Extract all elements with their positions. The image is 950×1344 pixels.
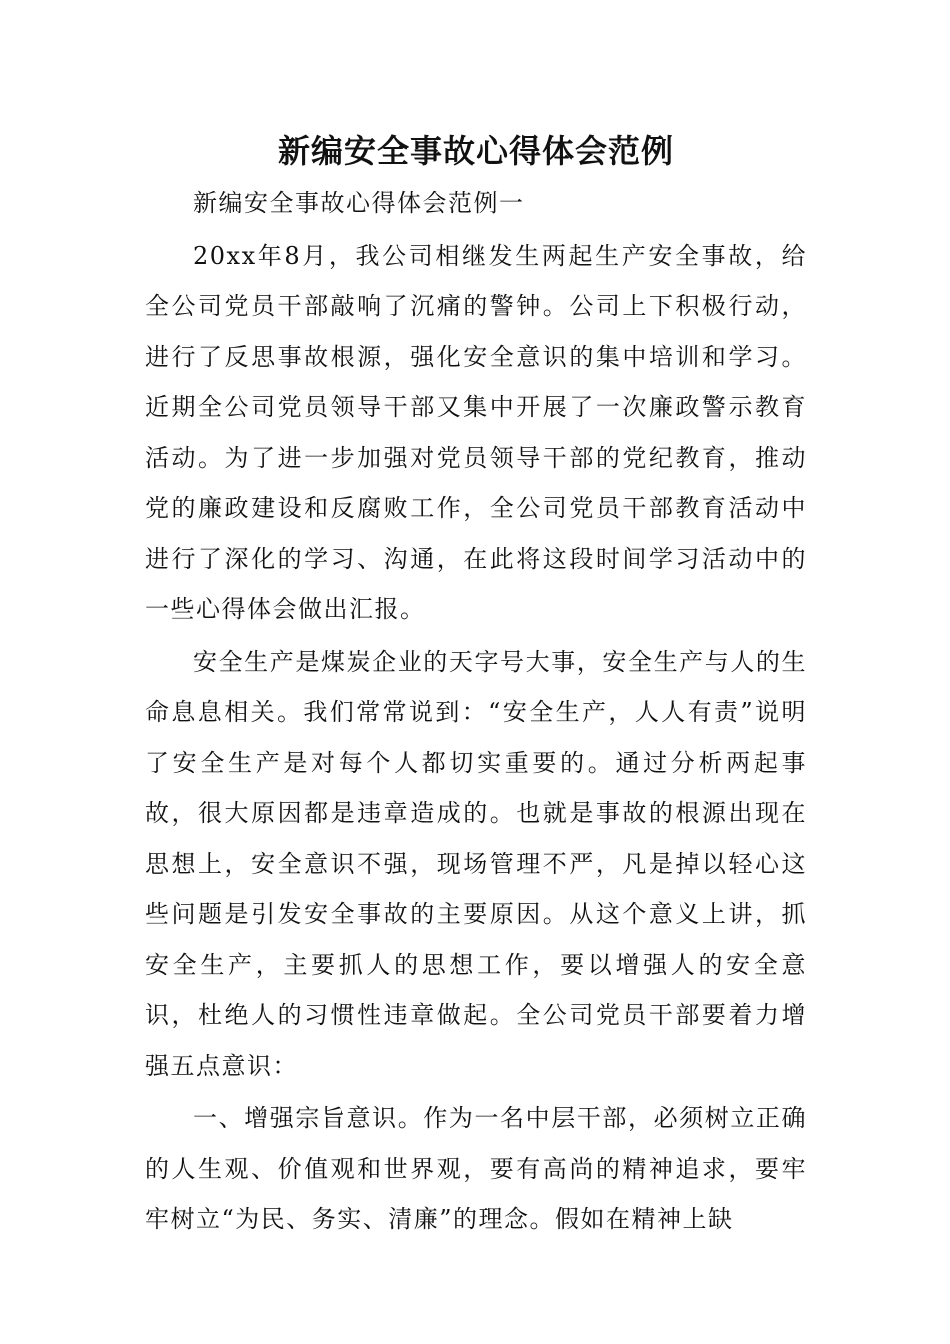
section-heading: 新编安全事故心得体会范例一 [193,189,525,217]
body-paragraph-1: 20xx年8月，我公司相继发生两起生产安全事故，给全公司党员干部敲响了沉痛的警钟。公司上下积极行动，进行了反思事故根源，强化安全意识的集中培训和学习。近期全公司党员领导干部又集中开展了一次廉政警示教育活动。为了进一步加强对党员领导干部的党纪教育，推动党的廉政建设和反腐败工作，全公司党员干部教育活动中进行了深化的学习、沟通，在此将这段时间学习活动中的一些心得体会做出汇报。 [145,241,807,623]
document-page [145,124,807,1247]
document-title: 新编安全事故心得体会范例 [277,132,674,170]
body-paragraph-3: 一、增强宗旨意识。作为一名中层干部，必须树立正确的人生观、价值观和世界观，要有高尚的精神追求，要牢牢树立“为民、务实、清廉”的理念。假如在精神上缺 [145,1104,807,1233]
body-paragraph-2: 安全生产是煤炭企业的天字号大事，安全生产与人的生命息息相关。我们常常说到：“安全生产，人人有责”说明了安全生产是对每个人都切实重要的。通过分析两起事故，很大原因都是违章造成的。也就是事故的根源出现在思想上，安全意识不强，现场管理不严，凡是掉以轻心这些问题是引发安全事故的主要原因。从这个意义上讲，抓安全生产，主要抓人的思想工作，要以增强人的安全意识，杜绝人的习惯性违章做起。全公司党员干部要着力增强五点意识： [145,647,807,1080]
